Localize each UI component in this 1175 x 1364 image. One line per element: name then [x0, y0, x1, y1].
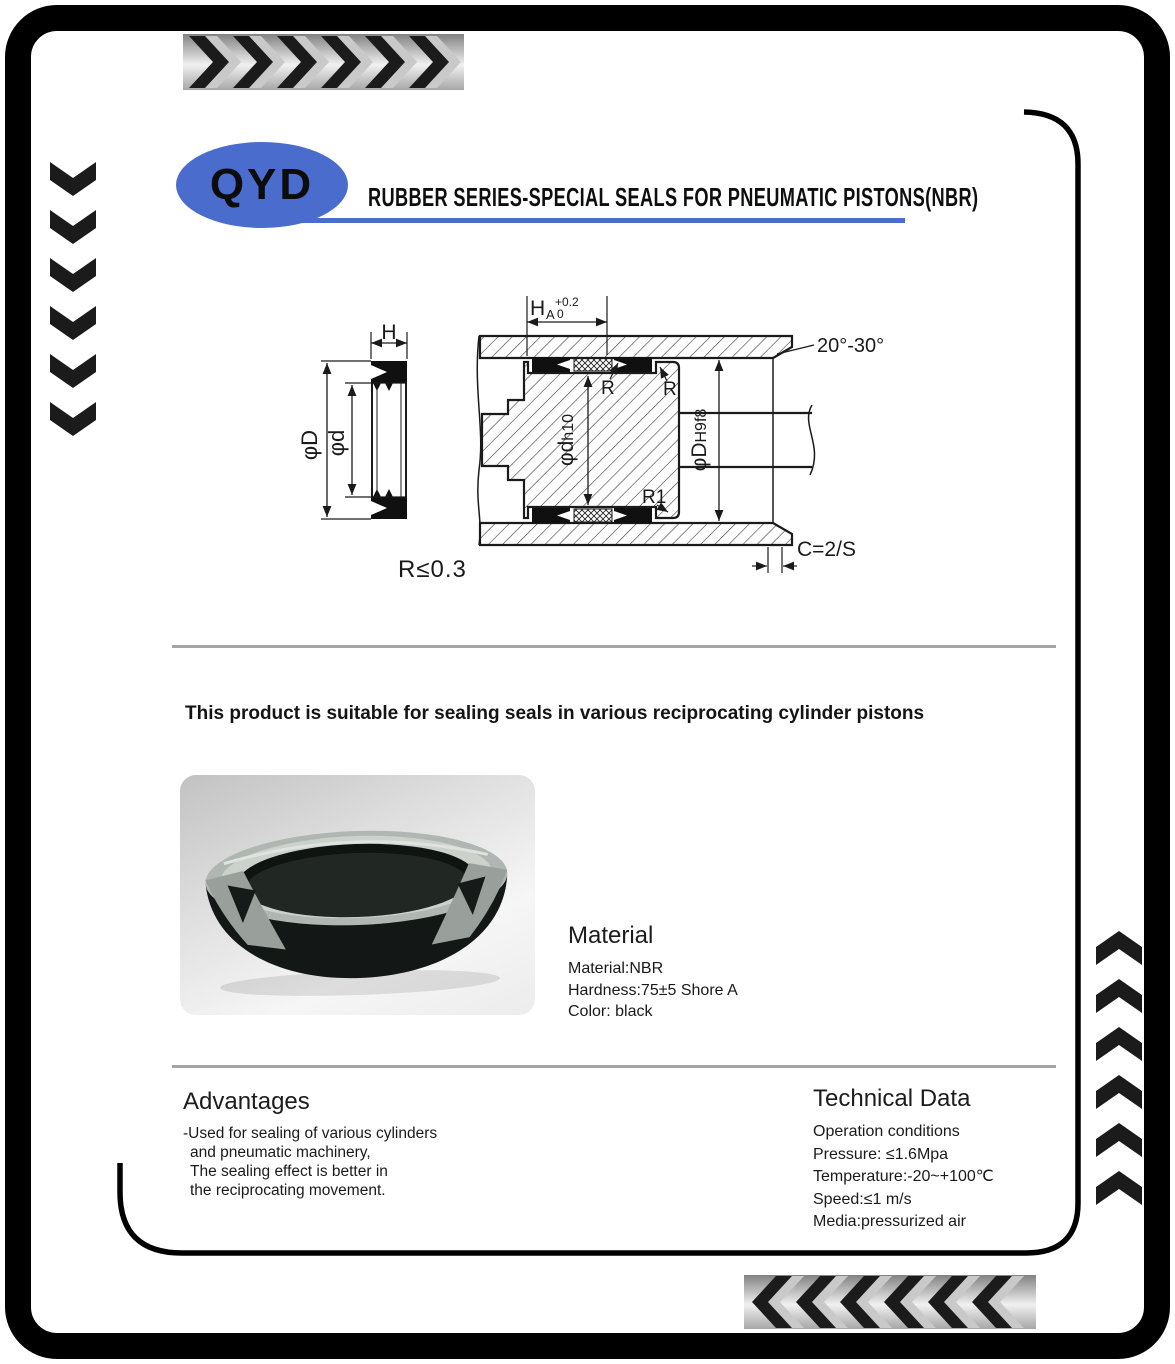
advantages-line: The sealing effect is better in [190, 1163, 388, 1180]
radius-note: R≤0.3 [398, 556, 467, 583]
advantages-line: -Used for sealing of various cylinders [183, 1125, 438, 1142]
chevron-down-icon [50, 306, 96, 340]
technical-line: Pressure: ≤1.6Mpa [813, 1145, 949, 1163]
dim-tol-lower: 0 [557, 307, 564, 321]
seal-installed-view [477, 295, 884, 573]
chevron-up-icon [1096, 1075, 1142, 1109]
right-arrow-decoration [1096, 931, 1142, 1219]
advantages-section [183, 1088, 437, 1200]
chevron-down-icon [50, 402, 96, 436]
material-line: Material:NBR [568, 960, 664, 977]
material-line: Hardness:75±5 Shore A [568, 981, 738, 999]
dim-label-groove-width-sub: A [546, 307, 555, 322]
technical-line: Speed:≤1 m/s [813, 1190, 912, 1208]
material-line: Color: black [568, 1003, 653, 1020]
dim-tol-upper: +0.2 [555, 295, 579, 309]
dim-label-outer-dia: φD [297, 429, 322, 461]
chevron-up-icon [1096, 979, 1142, 1013]
dim-label-groove-width: H [530, 297, 546, 320]
top-arrow-decoration [183, 34, 464, 90]
technical-drawing [290, 280, 890, 610]
seal-3d-render [180, 775, 535, 1015]
product-image-card [180, 775, 535, 1015]
brand-badge [176, 142, 348, 228]
bottom-arrow-decoration [744, 1275, 1036, 1329]
chevron-right-icon [405, 35, 461, 89]
section-divider [172, 1065, 1056, 1068]
chevron-up-icon [1096, 1171, 1142, 1205]
radius-label-2: R [663, 379, 677, 400]
product-description: This product is suitable for sealing seals in various reciprocating cylinder pistons [185, 703, 925, 724]
chevron-down-icon [50, 162, 96, 196]
dim-label-H: H [381, 321, 397, 344]
radius-label-3: R1 [642, 487, 667, 508]
technical-line: Operation conditions [813, 1123, 960, 1140]
material-section [568, 922, 738, 1023]
dim-label-groove-dia: φdh10 [555, 414, 578, 466]
chevron-up-icon [1096, 931, 1142, 965]
chevron-left-icon [968, 1275, 1024, 1329]
brand-text: QYD [209, 160, 315, 209]
section-divider [172, 645, 1056, 648]
technical-line: Media:pressurized air [813, 1213, 966, 1230]
dim-label-bore-dia: φDH9f8 [688, 408, 711, 472]
chevron-up-icon [1096, 1027, 1142, 1061]
advantages-heading: Advantages [183, 1088, 310, 1115]
advantages-line: the reciprocating movement. [190, 1182, 386, 1199]
chevron-down-icon [50, 258, 96, 292]
chevron-down-icon [50, 210, 96, 244]
technical-line: Temperature:-20~+100℃ [813, 1168, 994, 1185]
page-title: RUBBER SERIES-SPECIAL SEALS FOR PNEUMATIC PISTONS(NBR) [368, 182, 979, 212]
chevron-down-icon [50, 354, 96, 388]
technical-data-section [813, 1085, 994, 1234]
seal-front-view [297, 321, 467, 583]
chevron-up-icon [1096, 1123, 1142, 1157]
chamfer-angle-label: 20°-30° [817, 335, 885, 357]
clearance-label: C=2/S [797, 538, 856, 561]
radius-label-1: R [601, 378, 615, 399]
advantages-line: and pneumatic machinery, [190, 1144, 371, 1161]
title-underline [299, 218, 905, 223]
left-arrow-decoration [50, 162, 96, 450]
dim-label-inner-dia: φd [324, 429, 349, 457]
material-heading: Material [568, 922, 654, 949]
technical-data-heading: Technical Data [813, 1085, 971, 1112]
